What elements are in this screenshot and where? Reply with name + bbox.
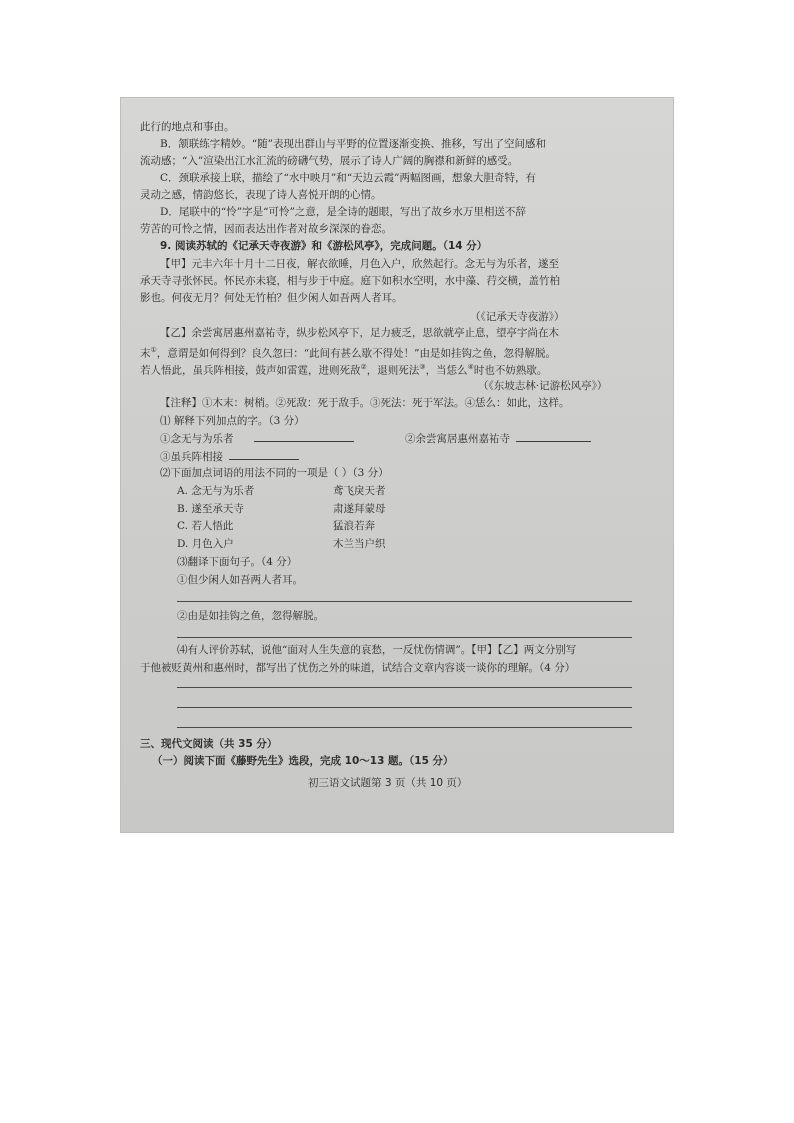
option-b-line1: B．颔联练字精妙。“随”表现出群山与平野的位置逐渐变换、推移，写出了空间感和 — [160, 138, 546, 150]
q2-option-d-left: D. 月色入户 — [177, 538, 234, 550]
section-3-part-1-heading: （一）阅读下面《藤野先生》选段，完成 10～13 题。（15 分） — [152, 755, 454, 767]
sub-question-1-item-b: ②余尝寓居惠州嘉祐寺 — [405, 431, 591, 446]
passage-yi-line3: 若人悟此，虽兵阵相接，鼓声如雷霆，进则死敌②，退则死法③，当恁么④时也不妨熟歇。 — [140, 363, 548, 377]
sub-question-2-title: ⑵下面加点词语的用法不同的一项是（ ）（3 分） — [160, 467, 389, 479]
answer-blank[interactable] — [229, 449, 299, 460]
q2-option-d-right: 木兰当户织 — [333, 538, 386, 550]
passage-jia-line1: 【甲】元丰六年十月十二日夜，解衣欲睡，月色入户，欣然起行。念无与为乐者，遂至 — [160, 258, 559, 270]
q2-option-b-right: 肃遂拜蒙母 — [333, 503, 386, 515]
passage-jia-line3: 影也。何夜无月？何处无竹柏？但少闲人如吾两人者耳。 — [140, 292, 403, 304]
option-c-line2: 灵动之感，情韵悠长，表现了诗人喜悦开朗的心情。 — [140, 189, 382, 201]
q2-option-a-left: A. 念无与为乐者 — [177, 485, 255, 497]
sub-question-4-line1: ⑷有人评价苏轼，说他“面对人生失意的哀愁，一反忧伤情调”。【甲】【乙】两文分别写 — [177, 644, 577, 656]
answer-line[interactable] — [177, 601, 632, 602]
answer-line[interactable] — [177, 707, 632, 708]
question-9-title: 9. 阅读苏轼的《记承天寺夜游》和《游松风亭》，完成问题。（14 分） — [160, 240, 488, 252]
sub-question-1-item-a: ①念无与为乐者 — [160, 431, 354, 446]
sub-question-3-item-b: ②由是如挂钩之鱼，忽得解脱。 — [177, 610, 324, 622]
option-d-line1: D．尾联中的“怜”字是“可怜”之意，是全诗的题眼，写出了故乡水万里相送不辞 — [160, 206, 526, 218]
answer-blank[interactable] — [254, 431, 354, 442]
sub-question-4-line2: 于他被贬黄州和惠州时，都写出了忧伤之外的味道，试结合文章内容谈一谈你的理解。（4 分） — [140, 662, 576, 674]
sub-question-1-title: ⑴ 解释下列加点的字。（3 分） — [160, 415, 305, 427]
intro-line: 此行的地点和事由。 — [140, 121, 235, 133]
option-d-line2: 劳苦的可怜之情，因而表达出作者对故乡深深的眷恋。 — [140, 223, 392, 235]
q2-option-a-right: 鸢飞戾天者 — [333, 485, 386, 497]
answer-blank[interactable] — [516, 431, 591, 442]
page-footer: 初三语文试题第 3 页（共 10 页） — [308, 777, 468, 789]
q2-option-b-left: B. 遂至承天寺 — [177, 503, 244, 515]
passage-yi-source: （《东坡志林·记游松风亭》） — [478, 380, 608, 392]
section-3-heading: 三、现代文阅读（共 35 分） — [140, 738, 278, 750]
option-c-line1: C．颈联承接上联，描绘了“水中映月”和“天边云霞”两幅图画，想象大胆奇特，有 — [160, 172, 537, 184]
sub-question-1-item-c: ③虽兵阵相接 — [160, 449, 299, 464]
q2-option-c-right: 猛浪若奔 — [333, 520, 375, 532]
option-b-line2: 流动感；“入”渲染出江水汇流的磅礴气势，展示了诗人广阔的胸襟和新鲜的感受。 — [140, 155, 519, 167]
answer-line[interactable] — [177, 637, 632, 638]
scanned-exam-page — [120, 97, 674, 833]
q2-option-c-left: C. 若人悟此 — [177, 520, 234, 532]
answer-line[interactable] — [177, 687, 632, 688]
passage-jia-line2: 承天寺寻张怀民。怀民亦未寝，相与步于中庭。庭下如积水空明，水中藻、荇交横，盖竹柏 — [140, 275, 560, 287]
passage-jia-source: （《记承天寺夜游》） — [470, 311, 565, 323]
sub-question-3-item-a: ①但少闲人如吾两人者耳。 — [177, 574, 303, 586]
sub-question-3-title: ⑶翻译下面句子。（4 分） — [177, 556, 298, 568]
annotation-note: 【注释】①木末：树梢。②死敌：死于敌手。③死法：死于军法。④恁么：如此，这样。 — [160, 397, 570, 409]
passage-yi-line1: 【乙】余尝寓居惠州嘉祐寺，纵步松风亭下，足力疲乏，思欲就亭止息，望亭宇尚在木 — [160, 327, 559, 339]
passage-yi-line2: 末①，意谓是如何得到？良久忽曰：“此间有甚么歇不得处！”由是如挂钩之鱼，忽得解脱。 — [140, 346, 557, 360]
answer-line[interactable] — [177, 727, 632, 728]
